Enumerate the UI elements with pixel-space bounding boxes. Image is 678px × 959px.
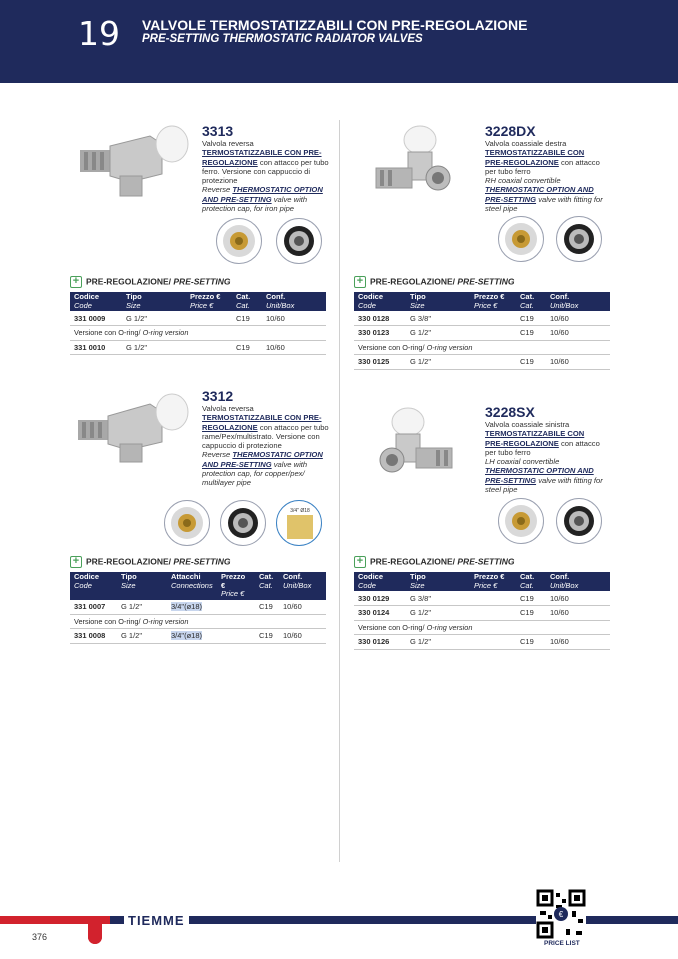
plus-icon: + [70, 276, 82, 288]
presetting-detail-image [498, 216, 544, 262]
section-presetting: + PRE-REGOLAZIONE/ PRE-SETTING [70, 276, 231, 290]
plus-icon: + [354, 276, 366, 288]
table-3228dx: Codice Code Tipo Size Prezzo € Price € Cat. Cat. Conf. Unit/Box 330 0128 G 3/8" C19 10/60 330 0123 G 1/2" C19 10/60 Versione con O-ring/ O-ring version 330 0125 G 1/2" C19 10/60 [354, 292, 610, 370]
plus-icon: + [354, 556, 366, 568]
table-row-note: Versione con O-ring/ O-ring version [354, 620, 610, 635]
table-3228sx: Codice Code Tipo Size Prezzo € Price € Cat. Cat. Conf. Unit/Box 330 0129 G 3/8" C19 10/60 330 0124 G 1/2" C19 10/60 Versione con O-ring/ O-ring version 330 0126 G 1/2" C19 10/60 [354, 572, 610, 650]
footer-accent-hook [88, 916, 102, 944]
oring-detail-image [220, 500, 266, 546]
product-code: 3228DX [485, 123, 536, 139]
qr-code-icon[interactable] [536, 889, 586, 939]
price-list-label: PRICE LIST [544, 940, 580, 947]
fitting-size-label: 3/4" Ø18 [290, 508, 310, 514]
page-header [0, 0, 678, 83]
product-description: Valvola reversa TERMOSTATIZZABILE CON PRE-REGOLAZIONE con attacco per tubo rame/Pex/multistrato. Versione con cappuccio di protezione Reverse THERMOSTATIC OPTION AND PRE-SETTING valve with protection cap, for copper/pex/ multilayer pipe [202, 404, 329, 488]
svg-text:€: € [558, 910, 564, 919]
table-row: 331 0008 G 1/2" 3/4"(ø18) C19 10/60 [70, 629, 326, 644]
presetting-detail-image [216, 218, 262, 264]
table-row-note: Versione con O-ring/ O-ring version [354, 340, 610, 355]
product-description: Valvola coassiale sinistra TERMOSTATIZZABILE CON PRE-REGOLAZIONE con attacco per tubo ferro LH coaxial convertible THERMOSTATIC OPTION AND PRE-SETTING valve with fitting for steel pipe [485, 420, 603, 495]
valve-image [70, 122, 190, 202]
presetting-detail-image [164, 500, 210, 546]
oring-detail-image [556, 498, 602, 544]
table-row: 331 0009 G 1/2" C19 10/60 [70, 311, 326, 326]
product-description: Valvola coassiale destra TERMOSTATIZZABILE CON PRE-REGOLAZIONE con attacco per tubo ferro RH coaxial convertible THERMOSTATIC OPTION AND PRE-SETTING valve with fitting for steel pipe [485, 139, 603, 214]
page-number: 376 [32, 932, 48, 942]
table-row: 330 0126 G 1/2" C19 10/60 [354, 635, 610, 650]
chapter-number: 19 [78, 14, 120, 53]
valve-image [368, 124, 468, 204]
plus-icon: + [70, 556, 82, 568]
page-subtitle: PRE-SETTING THERMOSTATIC RADIATOR VALVES [142, 33, 423, 45]
table-3312: Codice Code Tipo Size Attacchi Connections Prezzo € Price € Cat. Cat. Conf. Unit/Box 331 0007 G 1/2" 3/4"(ø18) C19 10/60 Versione con O-ring/ O-ring version 331 0008 G 1/2" 3/4"(ø18) C19 10/60 [70, 572, 326, 644]
oring-detail-image [556, 216, 602, 262]
fitting-detail-image [276, 500, 322, 546]
product-description: Valvola reversa TERMOSTATIZZABILE CON PRE-REGOLAZIONE con attacco per tubo ferro. Versione con cappuccio di protezione Reverse THERMOSTATIC OPTION AND PRE-SETTING valve with protection cap, for iron pipe [202, 139, 329, 214]
table-row: 330 0123 G 1/2" C19 10/60 [354, 326, 610, 341]
table-row-note: Versione con O-ring/ O-ring version [70, 614, 326, 629]
table-3313: Codice Code Tipo Size Prezzo € Price € Cat. Cat. Conf. Unit/Box 331 0009 G 1/2" C19 10/60 Versione con O-ring/ O-ring version 331 0010 G 1/2" C19 10/60 [70, 292, 326, 355]
section-presetting: + PRE-REGOLAZIONE/ PRE-SETTING [354, 556, 515, 570]
valve-image [374, 404, 474, 484]
table-row: 330 0129 G 3/8" C19 10/60 [354, 591, 610, 606]
oring-detail-image [276, 218, 322, 264]
table-row: 331 0010 G 1/2" C19 10/60 [70, 340, 326, 355]
page-title: VALVOLE TERMOSTATIZZABILI CON PRE-REGOLAZIONE [142, 17, 528, 33]
product-code: 3312 [202, 388, 234, 404]
presetting-detail-image [498, 498, 544, 544]
table-row-note: Versione con O-ring/ O-ring version [70, 326, 326, 341]
section-presetting: + PRE-REGOLAZIONE/ PRE-SETTING [70, 556, 231, 570]
product-code: 3313 [202, 123, 234, 139]
table-row: 331 0007 G 1/2" 3/4"(ø18) C19 10/60 [70, 600, 326, 615]
section-presetting: + PRE-REGOLAZIONE/ PRE-SETTING [354, 276, 515, 290]
table-row: 330 0128 G 3/8" C19 10/60 [354, 311, 610, 326]
brand-logo: TIEMME [124, 913, 189, 928]
column-divider [339, 120, 340, 862]
product-code: 3228SX [485, 404, 535, 420]
table-row: 330 0124 G 1/2" C19 10/60 [354, 606, 610, 621]
table-row: 330 0125 G 1/2" C19 10/60 [354, 355, 610, 370]
valve-image [70, 388, 190, 468]
